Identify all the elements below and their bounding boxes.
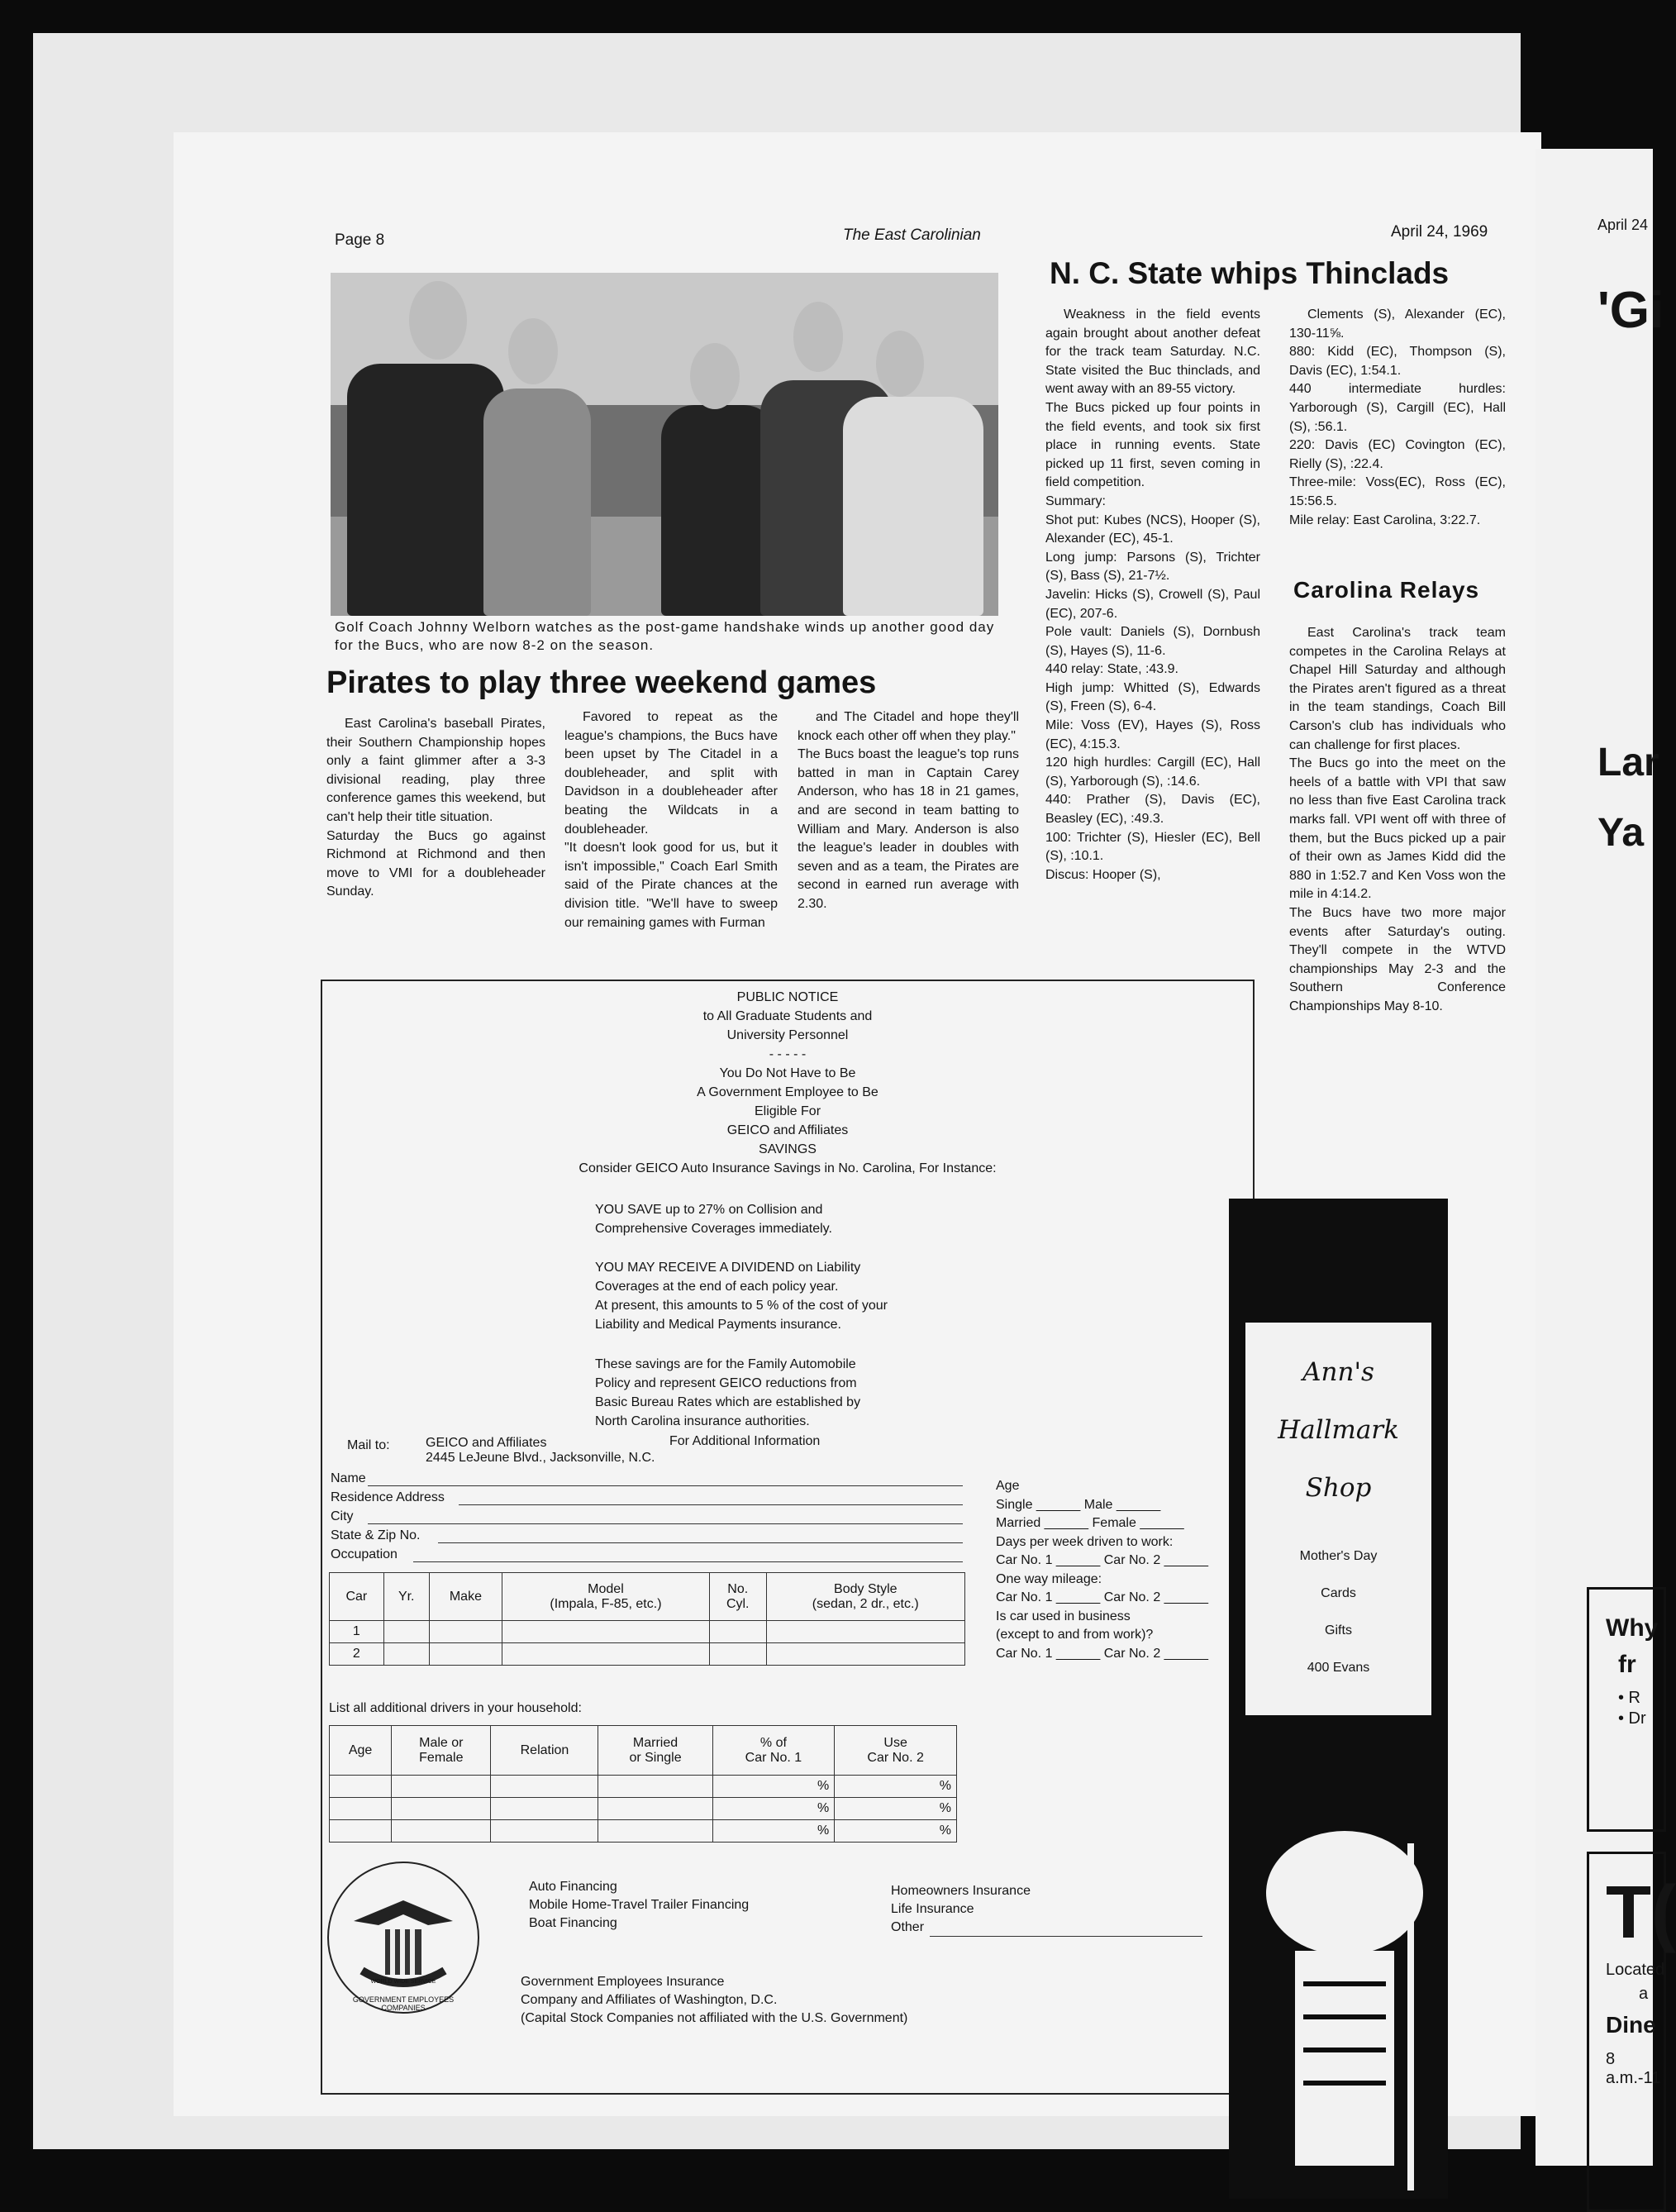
issue-date: April 24, 1969 xyxy=(1391,223,1488,241)
mail-to-address: GEICO and Affiliates 2445 LeJeune Blvd., Jacksonville, N.C. xyxy=(426,1436,655,1465)
facing-head-2: Lar xyxy=(1597,741,1659,784)
ncstate-col-1: Weakness in the field events again brought about another defeat for the track team Saturday. N.C. State visited the Buc thinclads, and went away with an 89-55 victory. The Bucs picked up four points in the field events, and took six first place in running events. State picked up 11 first, seven coming in field competition. Summary: Shot put: Kubes (NCS), Hooper (S), Alexander (EC), 45-1. Long jump: Parsons (S), Trichter (S), Bass (S), 21-7½. Javelin: Hicks (S), Crowell (S), Paul (EC), 207-6. Pole vault: Daniels (S), Dornbush (S), Hayes (S), 11-6. 440 relay: State, :43.9. High jump: Whitted (S), Edwards (S), Freen (S), 6-4. Mile: Voss (EV), Hayes (S), Ross (EC), 4:15.3. 120 high hurdles: Cargill (EC), Hall (S), Yarborough (S), :14.6. 440: Prather (S), Davis (EC), Beasley (EC), :49.3. 100: Trichter (S), Hiesler (EC), Bell (S), :10.1. Discus: Hooper (S), xyxy=(1045,307,1260,882)
city-line[interactable] xyxy=(368,1523,963,1524)
drivers-label: List all additional drivers in your household: xyxy=(329,1701,582,1715)
page-number: Page 8 xyxy=(335,231,385,249)
hallmark-ad xyxy=(1229,1199,1448,2199)
field-name: Name xyxy=(331,1471,366,1485)
shop-name-1: Ann's xyxy=(1302,1357,1374,1387)
occupation-line[interactable] xyxy=(413,1561,963,1562)
peanuts-character-icon xyxy=(1245,1827,1436,2191)
paper-name: The East Carolinian xyxy=(843,226,981,244)
newspaper-page xyxy=(174,132,1541,2116)
facing-date: April 24 xyxy=(1597,217,1649,233)
geico-ad: PUBLIC NOTICE to All Graduate Students and University Personnel - - - - - You Do Not Have to Be A Government Employee to Be Eligible For GEICO and Affiliates SAVINGS Consider GEICO Auto Insurance Savings in No. Carolina, For Instance: YOU SAVE up to 27% on Collision and Comprehensive Coverages immediately. YOU MAY RECEIVE A DIVIDEND on Liability Coverages at the end of each policy year. At present, this amounts to 5 % of the cost of your Liability and Medical Payments insurance. These savings are for the Family Automobile Policy and represent GEICO reductions from Basic Bureau Rates which are established by North Carolina insurance authorities. Mail to: GEICO and Affiliates 2445 LeJeune Blvd., Jacksonville, N.C. For Additional Information Name Residence Address City State & Zip No. Occupation Car Yr. Make Model (Impala, F-85, etc.) No. Cyl. Body Style (sedan, 2 dr., etc.) 1 2 Age Single ______ Male ______ Married ______ Female ______ Days per week driven to work: Car No. 1 ______ Car No. 2 ______ One way mileage: Car No. 1 ______ Car No. 2 ______ Is car used in business (except to and from work)? Car No. 1 ______ Car No. 2 ______ List all additional drivers in your household: Age Male or Female Relation Married or Single % of Car No. 1 Use Car No. 2 % % % % % % WORLD WIDE SERVICE GOVERNMENT EMPLOYEES COMPANIES Auto Financing Mobile Home-Travel Trailer Financing Boat Financing Homeowners Insurance Life Insurance Other Government Employees Insurance Company and Affiliates of Washington, D.C. (Capital Stock Companies not affiliated with the U.S. Government) xyxy=(321,980,1255,2095)
offerings-left: Auto Financing Mobile Home-Travel Trailer Financing Boat Financing xyxy=(529,1880,750,1930)
save-text: YOU SAVE up to 27% on Collision and Comprehensive Coverages immediately. xyxy=(595,1203,832,1236)
address-line[interactable] xyxy=(459,1504,963,1505)
more-info: For Additional Information xyxy=(669,1434,821,1448)
name-line[interactable] xyxy=(368,1485,963,1486)
facing-head-1: 'Gi xyxy=(1597,282,1664,339)
pirates-col-3: and The Citadel and hope they'll knock each other off when they play." The Bucs boast the league's top runs batted in man in Captain Carey Anderson, who has 18 in 21 games, and are second in team batting to William and Mary. Anderson is also the league's leader in doubles with seven and as a team, the Pirates are second in earned run average with 2.30. xyxy=(798,710,1019,911)
geico-footer: Government Employees Insurance Company and Affiliates of Washington, D.C. (Capital Stock Companies not affiliated with the U.S. Government) xyxy=(521,1975,908,2025)
pirates-col-2: Favored to repeat as the league's champions, the Bucs have been upset by The Citadel in a doubleheader, and split with Davidson in a doubleheader after beating the Wildcats in a doubleheader. "It doesn't look good for us, but it isn't impossible," Coach Earl Smith said of the Pirate chances at the division title. "We'll have to sweep our remaining games with Furman xyxy=(564,710,778,930)
facing-head-3: Ya xyxy=(1597,811,1645,855)
pirates-headline: Pirates to play three weekend games xyxy=(326,665,877,700)
offerings-right: Homeowners Insurance Life Insurance Other xyxy=(891,1884,1031,1934)
state-line[interactable] xyxy=(438,1542,963,1543)
facing-box: Why fr • R • Dr xyxy=(1587,1587,1666,1832)
other-line[interactable] xyxy=(930,1936,1202,1937)
relays-body: East Carolina's track team competes in the Carolina Relays at Chapel Hill Saturday and although the Pirates aren't figured as a threat in the team standings, Coach Bill Carson's club has individuals who can challenge for first places. The Bucs go into the meet on the heels of a battle with VPI that saw no less than five East Carolina track marks fall. VPI went off with three of them, but the Bucs picked up a pair of their own as James Kidd did the 880 in 1:52.7 and Ken Voss won the mile in 4:14.2. The Bucs have two more major events after Saturday's outing. They'll compete in the WTVD championships May 2-3 and the Southern Conference Championships May 8-10. xyxy=(1289,626,1506,1013)
handshake-photo xyxy=(331,273,998,616)
facing-page xyxy=(1536,149,1676,2166)
field-city: City xyxy=(331,1509,354,1523)
geico-seal-icon: WORLD WIDE SERVICE GOVERNMENT EMPLOYEES COMPANIES xyxy=(327,1862,479,2014)
car-table: Car Yr. Make Model (Impala, F-85, etc.) No. Cyl. Body Style (sedan, 2 dr., etc.) 1 2 xyxy=(329,1572,965,1666)
dividend-text: YOU MAY RECEIVE A DIVIDEND on Liability Coverages at the end of each policy year. At present, this amounts to 5 % of the cost of your Liability and Medical Payments insurance. xyxy=(595,1261,888,1332)
ncstate-headline: N. C. State whips Thinclads xyxy=(1050,256,1450,290)
drivers-table: Age Male or Female Relation Married or Single % of Car No. 1 Use Car No. 2 % % % % % % xyxy=(329,1725,957,1843)
photo-caption: Golf Coach Johnny Welborn watches as the post-game handshake winds up another good day for the Bucs, who are now 8-2 on the season. xyxy=(335,619,995,653)
hallmark-card: Ann's Hallmark Shop Mother's Day Cards Gifts 400 Evans xyxy=(1245,1323,1431,1715)
right-fields: Age Single ______ Male ______ Married ______ Female ______ Days per week driven to work: Car No. 1 ______ Car No. 2 ______ One way mileage: Car No. 1 ______ Car No. 2 ______ Is car used in business (except to and from work)? Car No. 1 ______ Car No. 2 ______ xyxy=(996,1479,1209,1661)
facing-ad: T( Located a Dine 8 a.m.-11 xyxy=(1587,1852,1666,2212)
shop-name-2: Hallmark xyxy=(1278,1415,1399,1445)
shop-name-3: Shop xyxy=(1305,1473,1372,1503)
mail-to-label: Mail to: xyxy=(347,1438,390,1452)
field-occupation: Occupation xyxy=(331,1547,398,1561)
pirates-col-1: East Carolina's baseball Pirates, their Southern Championship hopes only a faint glimmer after a 3-3 divisional reading, play three conference games this weekend, but can't help their title situation. Saturday the Bucs go against Richmond at Richmond and then move to VMI for a doubleheader Sunday. xyxy=(326,717,545,899)
relays-headline: Carolina Relays xyxy=(1293,577,1480,603)
savings-note: These savings are for the Family Automobile Policy and represent GEICO reductions from Basic Bureau Rates which are established by North Carolina insurance authorities. xyxy=(595,1357,861,1428)
field-state: State & Zip No. xyxy=(331,1528,421,1542)
field-address: Residence Address xyxy=(331,1490,445,1504)
ncstate-col-2: Clements (S), Alexander (EC), 130-11⅝. 880: Kidd (EC), Thompson (S), Davis (EC), 1:54.1. 440 intermediate hurdles: Yarborough (S), Cargill (EC), Hall (S), :56.1. 220: Davis (EC) Covington (EC), Rielly (S), :22.4. Three-mile: Voss(EC), Ross (EC), 15:56.5. Mile relay: East Carolina, 3:22.7. xyxy=(1289,307,1506,527)
